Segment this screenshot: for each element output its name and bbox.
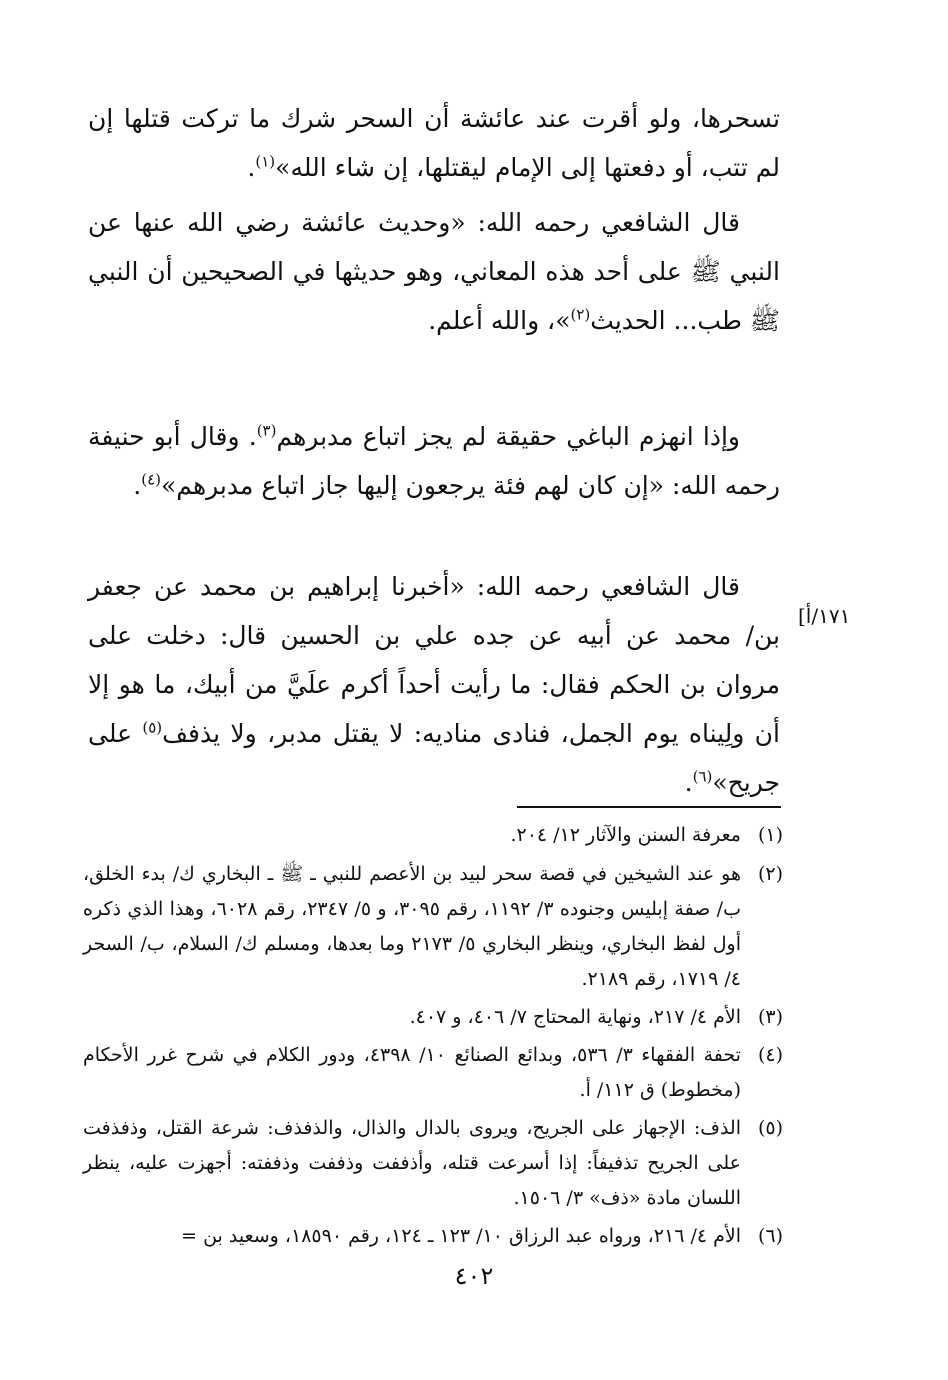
footnote-marker-2: (٢) [570,305,591,324]
paragraph-sorcery-ruling [88,94,780,192]
footnote-item [83,818,783,853]
footnote-number: (٦) [757,1225,783,1247]
footnote-item [83,1038,783,1108]
footnote-text: معرفة السنن والآثار ١٢/ ٢٠٤. [510,824,741,846]
footnote-text: الذف: الإجهاز على الجريح، ويروى بالدال والذال، والذفذف: شرعة القتل، وذفذفت على الجريح تذفيفاً: إذا أسرعت قتله، وأذففت وذففت وذففته: أجهزت عليه، ينظر اللسان مادة «ذف» ٣/ ١٥٠٦. [83,1117,741,1209]
paragraph-text: تسحرها، ولو أقرت عند عائشة أن السحر شرك ما تركت قتلها إن لم تتب، أو دفعتها إلى الإمام ليقتلها، إن شاء الله» [88,104,780,182]
manuscript-folio-reference: ١٧١/أ] [798,604,851,628]
footnote-text: الأم ٤/ ٢١٦، ورواه عبد الرزاق ١٠/ ١٢٣ ـ ١٢٤، رقم ١٨٥٩٠، وسعيد بن = [181,1225,741,1247]
page-number: ٤٠٢ [454,1262,494,1290]
paragraph-text: قال الشافعي رحمه الله: «وحديث عائشة رضي الله عنها عن النبي ﷺ على أحد هذه المعاني، وهو حديثها في الصحيحين أن النبي ﷺ طب... الحديث [88,208,780,335]
paragraph-text: قال الشافعي رحمه الله: «أخبرنا إبراهيم بن محمد عن جعفر بن/ محمد عن أبيه عن جده علي بن الحسين قال: دخلت على مروان بن الحكم فقال: ما رأيت أحداً أكرم علَيَّ من أبيك، ما هو إلا أن ولِيناه يوم الجمل، فنادى مناديه: لا يقتل مدبر، ولا يذفف [88,572,780,748]
footnote-marker-3: (٣) [256,421,277,440]
paragraph-fleeing-rebel [88,412,780,510]
footnote-number: (١) [757,824,783,846]
footnote-text: هو عند الشيخين في قصة سحر لبيد بن الأعصم للنبي ـ ﷺ ـ البخاري ك/ بدء الخلق، ب/ صفة إبليس وجنوده ٣/ ١١٩٢، رقم ٣٠٩٥، و ٥/ ٢٣٤٧، رقم ٦٠٢٨، وهذا الذي ذكره أول لفظ البخاري، وينظر البخاري ٥/ ٢١٧٣ وما بعدها، ومسلم ك/ السلام، ب/ السحر ٤/ ١٧١٩، رقم ٢١٨٩. [83,863,741,990]
paragraph-text-continued: على جريح» [88,719,780,797]
footnote-text: تحفة الفقهاء ٣/ ٥٣٦، وبدائع الصنائع ١٠/ ٤٣٩٨، ودور الكلام في شرح غرر الأحكام (مخطوط) ق ١١٢/ أ. [83,1044,741,1101]
footnote-divider [517,806,781,808]
paragraph-text: وإذا انهزم الباغي حقيقة لم يجز اتباع مدبرهم [276,422,741,451]
paragraph-end: . [684,768,693,797]
paragraph-shafii-narration [88,562,780,807]
footnote-marker-4: (٤) [141,470,162,489]
footnote-number: (٤) [757,1044,783,1066]
paragraph-end: »، والله أعلم. [428,306,571,335]
paragraph-end: . [247,153,256,182]
footnote-item [83,1219,783,1254]
footnotes-list [83,818,783,1254]
footnote-item [83,1000,783,1035]
footnote-number: (٢) [757,863,783,885]
paragraph-text-continued: . وقال أبو حنيفة رحمه الله: «إن كان لهم فئة يرجعون إليها جاز اتباع مدبرهم» [88,422,780,500]
footnote-item [83,1111,783,1216]
paragraph-shafii-aisha [88,198,780,345]
footnote-number: (٥) [757,1117,783,1139]
footnote-item [83,857,783,997]
footnote-text: الأم ٤/ ٢١٧، ونهاية المحتاج ٧/ ٤٠٦، و ٤٠٧. [409,1006,741,1028]
footnote-marker-1: (١) [255,152,276,171]
footnote-marker-5: (٥) [142,718,163,737]
footnote-number: (٣) [757,1006,783,1028]
paragraph-end: . [133,471,142,500]
footnote-marker-6: (٦) [692,767,713,786]
